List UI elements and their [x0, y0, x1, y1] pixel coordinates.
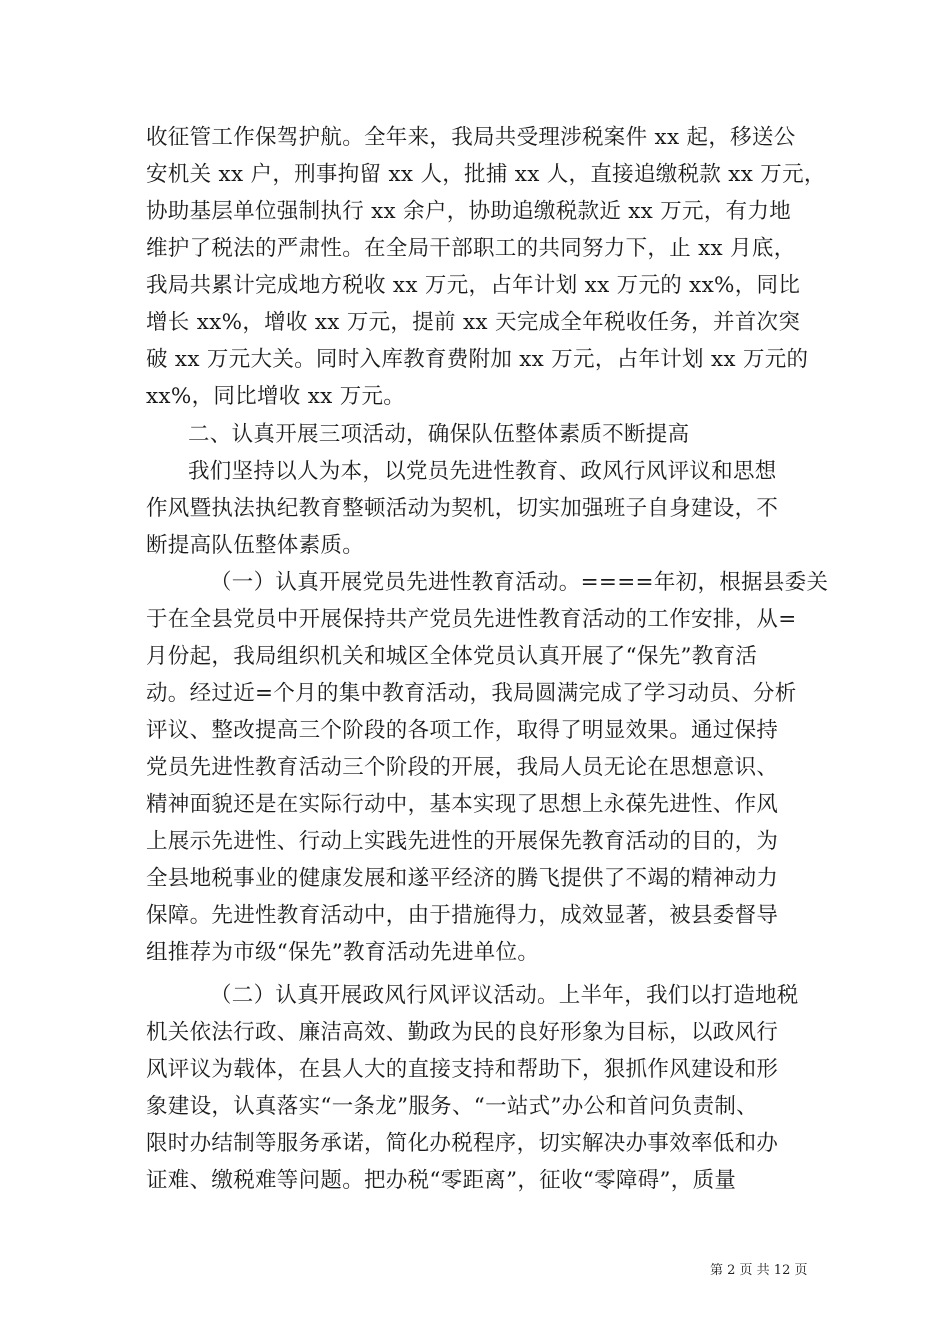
- section-heading: 二、认真开展三项活动，确保队伍整体素质不断提高: [188, 422, 690, 447]
- body-text-line: 评议、整改提高三个阶段的各项工作，取得了明显效果。通过保持: [146, 718, 779, 743]
- body-text-line: 月份起，我局组织机关和城区全体党员认真开展了“保先”教育活: [146, 644, 758, 669]
- body-text-line: 收征管工作保驾护航。全年来，我局共受理涉税案件 xx 起，移送公: [146, 125, 796, 150]
- body-text-line: 限时办结制等服务承诺，简化办税程序，切实解决办事效率低和办: [146, 1131, 779, 1156]
- page-number: 第 2 页 共 12 页: [710, 1263, 808, 1278]
- subsection-heading: （二）认真开展政风行风评议活动。上半年，我们以打造地税: [210, 983, 799, 1008]
- body-text-line: 安机关 xx 户，刑事拘留 xx 人，批捕 xx 人，直接追缴税款 xx 万元，: [146, 162, 826, 187]
- body-text-line: 上展示先进性、行动上实践先进性的开展保先教育活动的目的，为: [146, 829, 779, 854]
- body-text-line: 风评议为载体，在县人大的直接支持和帮助下，狠抓作风建设和形: [146, 1057, 779, 1082]
- body-text-line: 全县地税事业的健康发展和遂平经济的腾飞提供了不竭的精神动力: [146, 866, 779, 891]
- body-text-line: 破 xx 万元大关。同时入库教育费附加 xx 万元，占年计划 xx 万元的: [146, 347, 809, 372]
- body-text-line: 于在全县党员中开展保持共产党员先进性教育活动的工作安排，从=: [146, 607, 797, 632]
- body-text-line: 我们坚持以人为本，以党员先进性教育、政风行风评议和思想: [188, 459, 777, 484]
- body-text-line: 象建设，认真落实“一条龙”服务、“一站式”办公和首问负责制、: [146, 1094, 758, 1119]
- body-text-line: 断提高队伍整体素质。: [146, 533, 365, 558]
- body-text-line: 组推荐为市级“保先”教育活动先进单位。: [146, 940, 540, 965]
- body-text-line: 作风暨执法执纪教育整顿活动为契机，切实加强班子自身建设，不: [146, 496, 779, 521]
- body-text-line: 党员先进性教育活动三个阶段的开展，我局人员无论在思想意识、: [146, 755, 779, 780]
- body-text-line: 动。经过近=个月的集中教育活动，我局圆满完成了学习动员、分析: [146, 681, 797, 706]
- body-text-line: 维护了税法的严肃性。在全局干部职工的共同努力下，止 xx 月底，: [146, 236, 796, 261]
- body-text-line: 保障。先进性教育活动中，由于措施得力，成效显著，被县委督导: [146, 903, 779, 928]
- body-text-line: 增长 xx%，增收 xx 万元，提前 xx 天完成全年税收任务，并首次突: [146, 310, 801, 335]
- body-text-line: 协助基层单位强制执行 xx 余户，协助追缴税款近 xx 万元，有力地: [146, 199, 792, 224]
- body-text-line: 精神面貌还是在实际行动中，基本实现了思想上永葆先进性、作风: [146, 792, 779, 817]
- body-text-line: 我局共累计完成地方税收 xx 万元，占年计划 xx 万元的 xx%，同比: [146, 273, 801, 298]
- body-text-line: 证难、缴税难等问题。把办税“零距离”，征收“零障碍”，质量: [146, 1168, 737, 1193]
- subsection-heading: （一）认真开展党员先进性教育活动。====年初，根据县委关: [210, 570, 829, 595]
- body-text-line: xx%，同比增收 xx 万元。: [146, 384, 406, 409]
- body-text-line: 机关依法行政、廉洁高效、勤政为民的良好形象为目标，以政风行: [146, 1020, 779, 1045]
